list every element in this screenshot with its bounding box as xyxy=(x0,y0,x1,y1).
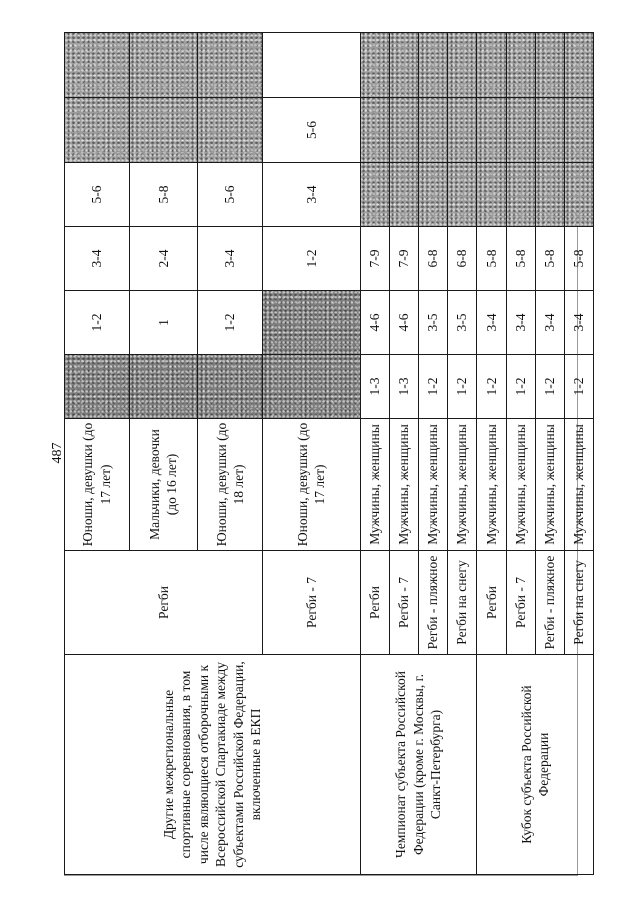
rank-cell-c5 xyxy=(65,98,130,163)
page-number: 487 xyxy=(50,442,65,464)
rank-cell-c2: 1 xyxy=(129,291,198,355)
rank-cell-c1: 1-2 xyxy=(477,355,506,419)
rank-cell-c2: 4-6 xyxy=(389,291,418,355)
discipline-cell: Регби - 7 xyxy=(506,551,535,655)
rank-cell-c6 xyxy=(389,33,418,98)
rank-cell-c1: 1-3 xyxy=(389,355,418,419)
discipline-cell: Регби на снегу xyxy=(448,551,477,655)
discipline-cell: Регби xyxy=(477,551,506,655)
rank-cell-c2: 3-4 xyxy=(535,291,564,355)
rank-cell-c5 xyxy=(129,98,198,163)
rank-cell-c3: 5-8 xyxy=(477,227,506,291)
age-group-cell: Мужчины, женщины xyxy=(477,419,506,551)
rank-cell-c3: 6-8 xyxy=(448,227,477,291)
rank-cell-c2: 3-5 xyxy=(448,291,477,355)
discipline-cell: Регби xyxy=(360,551,389,655)
rank-cell-c5 xyxy=(389,98,418,163)
rank-cell-c6 xyxy=(419,33,448,98)
rank-cell-c4: 3-4 xyxy=(262,163,360,227)
event-name-cell: Кубок субъекта Российской Федерации xyxy=(477,655,594,875)
table-row xyxy=(477,33,506,875)
rank-cell-c4 xyxy=(389,163,418,227)
rank-cell-c6 xyxy=(564,33,593,98)
discipline-cell: Регби - пляжное xyxy=(535,551,564,655)
discipline-cell: Регби - пляжное xyxy=(419,551,448,655)
rank-cell-c5 xyxy=(419,98,448,163)
age-group-cell: Мужчины, женщины xyxy=(360,419,389,551)
rank-cell-c1: 1-2 xyxy=(506,355,535,419)
rank-cell-c4 xyxy=(564,163,593,227)
rank-cell-c4 xyxy=(448,163,477,227)
rank-cell-c2: 3-4 xyxy=(477,291,506,355)
rank-cell-c6 xyxy=(129,33,198,98)
rank-cell-c6 xyxy=(360,33,389,98)
rank-cell-c5 xyxy=(360,98,389,163)
event-name-cell: Другие межрегиональные спортивные соревнования, в том числе являющиеся отборочными к Всероссийской Спартакиаде между субъектами Российской Федерации, включенные в ЕКП xyxy=(65,655,361,875)
rank-cell-c2: 3-4 xyxy=(506,291,535,355)
rank-cell-c4 xyxy=(477,163,506,227)
age-group-cell: Мальчики, девочки (до 16 лет) xyxy=(129,419,198,551)
age-group-cell: Мужчины, женщины xyxy=(448,419,477,551)
rank-cell-c3: 6-8 xyxy=(419,227,448,291)
rank-cell-c1: 1-2 xyxy=(419,355,448,419)
rank-cell-c2: 3-4 xyxy=(564,291,593,355)
rank-cell-c2: 1-2 xyxy=(65,291,130,355)
rank-cell-c4: 5-6 xyxy=(65,163,130,227)
rank-cell-c6 xyxy=(448,33,477,98)
rank-cell-c1 xyxy=(65,355,130,419)
table-row xyxy=(65,33,130,875)
age-group-cell: Юноши, девушки (до 17 лет) xyxy=(65,419,130,551)
discipline-cell: Регби xyxy=(65,551,263,655)
rank-cell-c4 xyxy=(506,163,535,227)
rank-cell-c2: 4-6 xyxy=(360,291,389,355)
table-row xyxy=(360,33,389,875)
rank-cell-c4 xyxy=(360,163,389,227)
rank-cell-c5 xyxy=(506,98,535,163)
age-group-cell: Юноши, девушки (до 18 лет) xyxy=(198,419,263,551)
rank-cell-c2 xyxy=(262,291,360,355)
rank-cell-c3: 3-4 xyxy=(198,227,263,291)
rank-cell-c4 xyxy=(419,163,448,227)
age-group-cell: Мужчины, женщины xyxy=(419,419,448,551)
rank-cell-c6 xyxy=(535,33,564,98)
rank-cell-c3: 5-8 xyxy=(506,227,535,291)
rank-cell-c2: 3-5 xyxy=(419,291,448,355)
rank-cell-c5: 5-6 xyxy=(262,98,360,163)
discipline-cell: Регби на снегу xyxy=(564,551,593,655)
rank-cell-c6 xyxy=(262,33,360,98)
rank-cell-c5 xyxy=(564,98,593,163)
rank-cell-c1: 1-2 xyxy=(564,355,593,419)
age-group-cell: Мужчины, женщины xyxy=(506,419,535,551)
rank-cell-c3: 1-2 xyxy=(262,227,360,291)
rank-cell-c5 xyxy=(477,98,506,163)
discipline-cell: Регби - 7 xyxy=(389,551,418,655)
age-group-cell: Мужчины, женщины xyxy=(535,419,564,551)
rank-cell-c6 xyxy=(506,33,535,98)
rank-cell-c3: 7-9 xyxy=(389,227,418,291)
rank-cell-c1: 1-2 xyxy=(535,355,564,419)
rank-cell-c1 xyxy=(198,355,263,419)
rank-cell-c3: 5-8 xyxy=(564,227,593,291)
rank-cell-c6 xyxy=(198,33,263,98)
rank-cell-c3: 3-4 xyxy=(65,227,130,291)
rank-cell-c6 xyxy=(65,33,130,98)
rank-cell-c1 xyxy=(129,355,198,419)
rank-cell-c1: 1-2 xyxy=(448,355,477,419)
rank-cell-c1 xyxy=(262,355,360,419)
rank-cell-c5 xyxy=(448,98,477,163)
discipline-cell: Регби - 7 xyxy=(262,551,360,655)
rank-cell-c6 xyxy=(477,33,506,98)
age-group-cell: Мужчины, женщины xyxy=(389,419,418,551)
rank-cell-c3: 5-8 xyxy=(535,227,564,291)
rank-requirements-table xyxy=(64,32,594,875)
rank-cell-c4 xyxy=(535,163,564,227)
age-group-cell: Мужчины, женщины xyxy=(564,419,593,551)
rank-cell-c2: 1-2 xyxy=(198,291,263,355)
rotated-table-container xyxy=(64,33,594,875)
rank-cell-c3: 2-4 xyxy=(129,227,198,291)
rank-cell-c4: 5-6 xyxy=(198,163,263,227)
rank-cell-c1: 1-3 xyxy=(360,355,389,419)
rank-cell-c4: 5-8 xyxy=(129,163,198,227)
age-group-cell: Юноши, девушки (до 17 лет) xyxy=(262,419,360,551)
table-body xyxy=(65,33,594,875)
event-name-cell: Чемпионат субъекта Российской Федерации (кроме г. Москвы, г. Санкт-Петербурга) xyxy=(360,655,477,875)
rank-cell-c3: 7-9 xyxy=(360,227,389,291)
rank-cell-c5 xyxy=(198,98,263,163)
rank-cell-c5 xyxy=(535,98,564,163)
